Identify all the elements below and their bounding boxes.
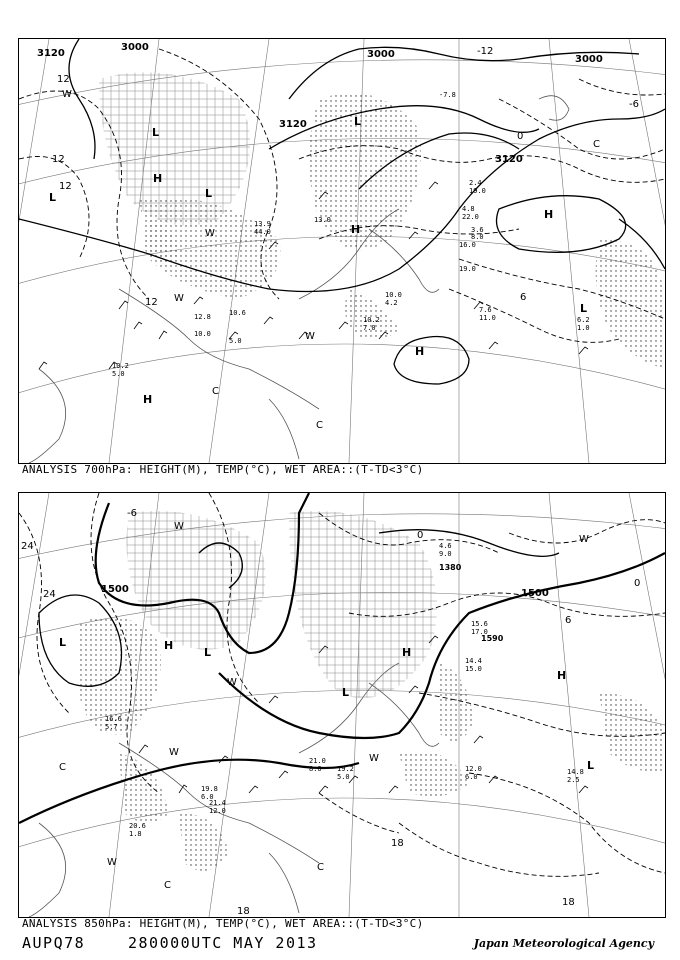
station-value: 8.0 xyxy=(309,765,322,773)
station-value: 3.6 xyxy=(471,226,484,234)
station-value: 6.2 xyxy=(577,316,590,324)
station-value: 6.0 xyxy=(465,773,478,781)
warm-marker: W xyxy=(205,228,215,239)
station-value: 4.2 xyxy=(385,299,398,307)
station-value: 9.0 xyxy=(439,550,452,558)
station-value: 1.8 xyxy=(129,830,142,838)
warm-marker: W xyxy=(174,293,184,304)
height-label: 3000 xyxy=(121,42,149,53)
temp-label: -12 xyxy=(477,46,494,57)
station-value: 19.8 xyxy=(201,785,218,793)
warm-marker: W xyxy=(305,331,315,342)
station-value: 8.0 xyxy=(471,233,484,241)
height-label: 3120 xyxy=(279,119,307,130)
warm-marker: W xyxy=(107,857,117,868)
station-value: 5.0 xyxy=(229,337,242,345)
station-value: 17.0 xyxy=(471,628,488,636)
high-center-marker: H xyxy=(351,223,361,236)
station-value: 22.0 xyxy=(462,213,479,221)
station-value: 10.0 xyxy=(194,330,211,338)
temp-label: 0 xyxy=(634,578,641,589)
low-center-marker: L xyxy=(205,187,213,200)
warm-marker: W xyxy=(62,89,72,100)
height-label: 1380 xyxy=(439,563,462,572)
station-value: -7.8 xyxy=(439,91,456,99)
temp-label: 18 xyxy=(391,838,404,849)
station-value: 21.0 xyxy=(309,757,326,765)
station-value: 4.6 xyxy=(439,542,452,550)
cold-marker: C xyxy=(164,880,171,891)
temp-label: 0 xyxy=(417,530,424,541)
cold-marker: C xyxy=(59,762,66,773)
temp-label: 24 xyxy=(43,589,56,600)
station-value: 13.0 xyxy=(314,216,331,224)
station-value: 20.6 xyxy=(129,822,146,830)
product-id: AUPQ78 xyxy=(22,934,86,952)
temp-label: 12 xyxy=(57,74,70,85)
low-center-marker: L xyxy=(580,302,588,315)
panel-caption-700hpa: ANALYSIS 700hPa: HEIGHT(M), TEMP(°C), WET AREA::(T-TD<3°C) xyxy=(22,463,424,476)
map-panel-850hpa xyxy=(18,492,666,918)
station-value: 12.8 xyxy=(194,313,211,321)
station-value: 12.0 xyxy=(465,765,482,773)
height-label: 3000 xyxy=(367,49,395,60)
station-value: 10.2 xyxy=(363,316,380,324)
high-center-marker: H xyxy=(143,393,153,406)
station-value: 15.6 xyxy=(471,620,488,628)
high-center-marker: H xyxy=(402,646,412,659)
cold-marker: C xyxy=(317,862,324,873)
station-value: 1.0 xyxy=(577,324,590,332)
height-label: 3120 xyxy=(37,48,65,59)
low-center-marker: L xyxy=(152,126,160,139)
panel-caption-850hpa: ANALYSIS 850hPa: HEIGHT(M), TEMP(°C), WET AREA::(T-TD<3°C) xyxy=(22,917,424,930)
station-value: 2.4 xyxy=(469,179,482,187)
station-value: 5.0 xyxy=(337,773,350,781)
height-label: 3120 xyxy=(495,154,523,165)
warm-marker: W xyxy=(369,753,379,764)
warm-marker: W xyxy=(169,747,179,758)
temp-label: -6 xyxy=(629,99,639,110)
station-value: 13.9 xyxy=(254,220,271,228)
high-center-marker: H xyxy=(164,639,174,652)
warm-marker: W xyxy=(579,534,589,545)
wet-areas xyxy=(79,511,665,871)
map-panel-700hpa xyxy=(18,38,666,464)
height-label: 1500 xyxy=(101,584,129,595)
valid-time: 280000UTC MAY 2013 xyxy=(128,934,318,952)
warm-marker: W xyxy=(174,521,184,532)
temp-label: 12 xyxy=(59,181,72,192)
station-value: 19.0 xyxy=(469,187,486,195)
station-value: 4.8 xyxy=(462,205,475,213)
station-value: 21.4 xyxy=(209,799,226,807)
low-center-marker: L xyxy=(587,759,595,772)
height-label: 1590 xyxy=(481,634,504,643)
station-value: 19.2 xyxy=(337,765,354,773)
temp-label: 12 xyxy=(52,154,65,165)
agency-credit: Japan Meteorological Agency xyxy=(473,937,654,950)
station-value: 10.6 xyxy=(229,309,246,317)
height-label: 1500 xyxy=(521,588,549,599)
station-value: 16.6 xyxy=(105,715,122,723)
temp-label: 18 xyxy=(562,897,575,908)
temp-label: -6 xyxy=(127,508,137,519)
station-value: 14.8 xyxy=(567,768,584,776)
station-value: 7.6 xyxy=(479,306,492,314)
warm-marker: W xyxy=(227,677,237,688)
cold-marker: C xyxy=(316,420,323,431)
station-value: 6.0 xyxy=(201,793,214,801)
station-value: 2.5 xyxy=(567,776,580,784)
map-canvas-850hpa xyxy=(19,493,665,917)
high-center-marker: H xyxy=(557,669,567,682)
station-value: 11.0 xyxy=(479,314,496,322)
station-value: 7.0 xyxy=(363,324,376,332)
temp-label: 0 xyxy=(517,131,524,142)
station-value: 19.0 xyxy=(459,265,476,273)
high-center-marker: H xyxy=(153,172,163,185)
high-center-marker: H xyxy=(415,345,425,358)
station-value: 10.2 xyxy=(112,362,129,370)
low-center-marker: L xyxy=(204,646,212,659)
map-canvas-700hpa xyxy=(19,39,665,463)
cold-marker: C xyxy=(212,386,219,397)
station-value: 14.4 xyxy=(465,657,482,665)
temp-label: 12 xyxy=(145,297,158,308)
temp-label: 6 xyxy=(520,292,527,303)
cold-marker: C xyxy=(593,139,600,150)
temp-label: 18 xyxy=(237,906,250,917)
low-center-marker: L xyxy=(342,686,350,699)
station-value: 12.0 xyxy=(209,807,226,815)
station-value: 10.0 xyxy=(385,291,402,299)
low-center-marker: L xyxy=(59,636,67,649)
low-center-marker: L xyxy=(354,115,362,128)
low-center-marker: L xyxy=(49,191,57,204)
station-value: 16.0 xyxy=(459,241,476,249)
high-center-marker: H xyxy=(544,208,554,221)
station-value: 5.0 xyxy=(112,370,125,378)
station-value: 5.7 xyxy=(105,723,118,731)
temp-label: 6 xyxy=(565,615,572,626)
height-label: 3000 xyxy=(575,54,603,65)
station-value: 15.0 xyxy=(465,665,482,673)
station-value: 44.0 xyxy=(254,228,271,236)
temp-label: 24 xyxy=(21,541,34,552)
